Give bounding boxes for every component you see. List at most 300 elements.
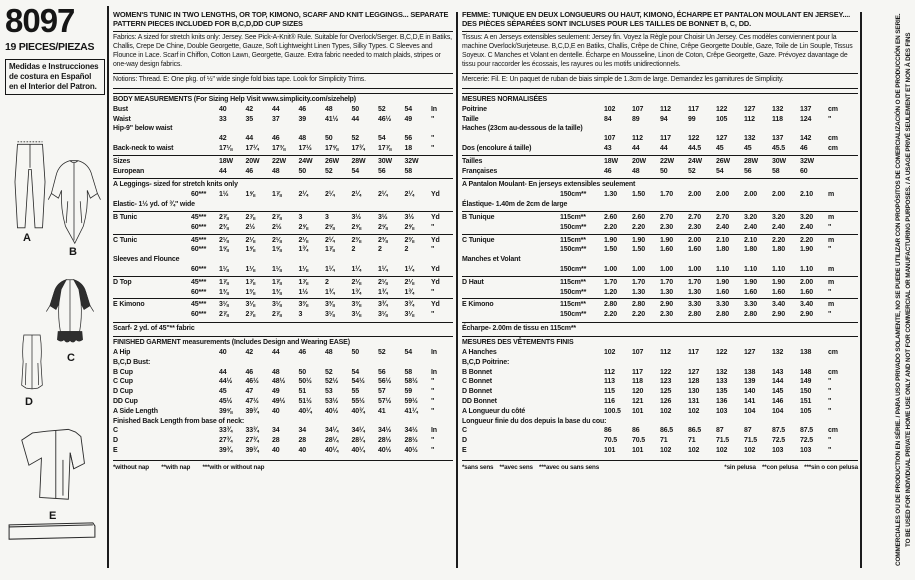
row-label: A Hip [113,348,131,356]
value-cell: 122 [688,135,700,143]
value-cell: 52 [325,167,333,175]
value-cell: 150 [800,388,812,396]
value-cell: 2.30 [688,223,702,231]
value-cell: 2.00 [800,278,814,286]
value-cell: 137 [800,105,812,113]
value-cell: 53 [325,388,333,396]
row-label: C [113,427,118,435]
value-cell: 35 [245,115,253,123]
english-column [113,10,453,471]
value-cell: 46 [272,135,280,143]
unit-cell: Yd [431,191,440,199]
value-cell: 40 [298,446,306,454]
view-label-d: D [25,396,33,408]
value-cell: 102 [744,446,756,454]
value-cell: 2.30 [660,223,674,231]
fabric-width-spec: 150cm** [560,311,587,319]
value-cell: 1½ [219,191,229,199]
value-cell: 2⅞ [219,213,229,221]
value-cell: 50 [298,167,306,175]
unit-cell: " [431,144,435,152]
row-label: DD Bonnet [462,397,497,405]
value-cell: 3⅜ [298,301,308,309]
value-cell: 39 [298,115,306,123]
value-cell: 3.30 [716,301,730,309]
value-cell: 112 [660,105,671,113]
value-cell: 56½ [378,378,392,386]
value-cell: 3.20 [744,213,758,221]
value-cell: 3.20 [800,213,814,221]
row-label: B Bonnet [462,368,492,376]
value-cell: 40 [219,348,227,356]
value-cell: 1.50 [632,191,646,199]
unit-cell: Yd [431,301,440,309]
value-cell: 1⅜ [245,288,255,296]
english-title: WOMEN'S TUNIC IN TWO LENGTHS, OR TOP, KIMONO, SCARF AND KNIT LEGGINGS... SEPARATE PATTERN PIECES INCLUDED FOR B,C,D,DD CUP SIZES [113,10,453,32]
value-cell: 117 [688,348,699,356]
value-cell: 103 [716,407,728,415]
table-group-label: Élastique- 1.40m de 2cm de large [462,201,568,209]
value-cell: 24W [688,157,702,165]
row-label: European [113,167,145,175]
table-row [462,190,858,200]
value-cell: 52 [688,167,696,175]
value-cell: 58 [772,167,780,175]
value-cell: 3.20 [772,213,786,221]
value-cell: 2.00 [688,236,702,244]
fabric-width-spec: 60*** [191,265,207,273]
table-row [462,397,858,407]
value-cell: 42 [245,348,253,356]
table-row [462,348,858,358]
value-cell: 26W [716,157,730,165]
value-cell: 2.10 [800,191,814,199]
value-cell: 54 [716,167,724,175]
value-cell: 34 [272,427,280,435]
value-cell: 30W [378,157,392,165]
value-cell: 48 [272,167,280,175]
value-cell: 1.00 [632,265,646,273]
unit-cell: " [828,246,832,254]
column-divider-right [860,12,862,568]
value-cell: 127 [744,348,756,356]
table-row [462,234,858,246]
table-row [462,134,858,144]
value-cell: 49½ [272,397,286,405]
table-section-heading: MESURES NORMALISÉES [462,93,858,105]
value-cell: 46 [245,167,253,175]
value-cell: 1.60 [660,246,674,254]
value-cell: 151 [800,397,812,405]
value-cell: 46½ [378,115,392,123]
value-cell: 44.5 [688,144,702,152]
value-cell: 44 [272,348,280,356]
value-cell: 37 [272,115,280,123]
row-label: D Haut [462,278,484,286]
unit-cell: " [431,397,435,405]
value-cell: 101 [632,407,644,415]
value-cell: 3⅜ [351,301,361,309]
value-cell: 2⅞ [219,311,229,319]
value-cell: 1¾ [298,246,308,254]
value-cell: 44½ [219,378,233,386]
unit-cell: cm [828,427,838,435]
english-tables [113,93,453,456]
value-cell: 70.5 [604,437,618,445]
value-cell: 104 [744,407,756,415]
copyright-line-2: COMMERCIALES OU DE PRODUCTION EN SÉRIE. / PARA USO PRIVADO SOLAMENTE, NO SE PUEDE UTILIZAR CON PROPÓSITOS DE COMERCIALIZACIÓN O DE PRODUCCIÓN EN SERIE. [894,13,902,567]
table-group-label: Haches (23cm au-dessous de la taille) [462,125,583,133]
value-cell: 1.30 [660,288,674,296]
value-cell: 40½ [404,446,418,454]
value-cell: 27¾ [245,437,259,445]
value-cell: 2 [325,278,329,286]
value-cell: 130 [688,388,700,396]
unit-cell: " [431,246,435,254]
value-cell: 2.90 [800,311,814,319]
row-label: Françaises [462,167,498,175]
value-cell: 86.5 [660,427,674,435]
value-cell: 1⅞ [325,246,335,254]
value-cell: 1⅛ [219,265,229,273]
value-cell: 105 [716,115,728,123]
table-row [113,368,453,378]
unit-cell: " [431,115,435,123]
unit-cell: cm [828,144,838,152]
value-cell: 44 [245,135,253,143]
value-cell: 144 [772,378,784,386]
value-cell: 139 [744,378,756,386]
value-cell: 146 [772,397,784,405]
table-row [462,245,858,255]
value-cell: 56 [404,135,412,143]
value-cell: 26W [325,157,339,165]
value-cell: 99 [688,115,696,123]
value-cell: 87 [744,427,752,435]
value-cell: 1¼ [325,265,335,273]
value-cell: 71 [688,437,696,445]
unit-cell: " [828,407,832,415]
value-cell: 121 [632,397,644,405]
value-cell: 118 [772,115,783,123]
table-row [113,134,453,144]
value-cell: 72.5 [772,437,786,445]
value-cell: 48 [632,167,640,175]
value-cell: 40½ [325,407,339,415]
value-cell: 133 [716,378,728,386]
table-row [113,397,453,407]
value-cell: 125 [660,388,672,396]
unit-cell: cm [828,105,838,113]
value-cell: 1⅞ [298,278,308,286]
value-cell: 49 [272,388,280,396]
value-cell: 43 [604,144,612,152]
value-cell: 1.70 [632,278,646,286]
value-cell: 1.80 [744,246,758,254]
value-cell: 2 [378,246,382,254]
value-cell: 27¾ [219,437,233,445]
value-cell: 117 [660,135,671,143]
pelusa-footnote: *sin pelusa **con pelusa ***sin o con pelusa [724,463,858,471]
value-cell: 3⅛ [378,311,388,319]
value-cell: 44 [660,144,668,152]
value-cell: 128 [688,378,700,386]
value-cell: 117 [688,105,699,113]
view-label-a: A [23,232,31,244]
value-cell: 2.70 [716,213,730,221]
value-cell: 56 [378,167,386,175]
value-cell: 122 [716,348,728,356]
value-cell: 1.10 [716,265,730,273]
value-cell: 2¼ [325,191,335,199]
value-cell: 41¼ [404,407,418,415]
value-cell: 59 [404,388,412,396]
unit-cell: Yd [431,213,440,221]
table-section-heading: FINISHED GARMENT measurements (Includes Design and Wearing EASE) [113,336,453,348]
english-footnotes [113,460,453,471]
value-cell: 45.5 [772,144,786,152]
value-cell: 2.70 [688,213,702,221]
value-cell: 2.40 [744,223,758,231]
value-cell: 34½ [378,427,392,435]
unit-cell: m [828,301,835,309]
table-row [462,105,858,115]
value-cell: 2⅛ [272,236,282,244]
table-group-label: Longueur finie du dos depuis la base du cou: [462,417,607,425]
value-cell: 1¼ [404,265,414,273]
value-cell: 50 [325,135,333,143]
value-cell: 1.50 [632,246,646,254]
value-cell: 102 [660,446,672,454]
fabric-width-spec: 60*** [191,311,207,319]
value-cell: 136 [716,397,728,405]
value-cell: 127 [744,105,756,113]
fabric-width-spec: 150cm** [560,246,587,254]
value-cell: 2.60 [632,213,646,221]
value-cell: 45½ [219,397,233,405]
value-cell: 1.90 [744,278,758,286]
value-cell: 39¾ [245,407,259,415]
value-cell: 142 [800,135,812,143]
value-cell: 102 [604,348,616,356]
value-cell: 50 [660,167,668,175]
value-cell: 2.10 [716,236,730,244]
value-cell: 2⅛ [245,236,255,244]
value-cell: 1.00 [688,265,702,273]
unit-cell: m [828,236,835,244]
value-cell: 71.5 [716,437,730,445]
value-cell: 3⅛ [245,301,255,309]
value-cell: 40¼ [325,446,339,454]
value-cell: 18W [604,157,618,165]
value-cell: 2¼ [404,191,414,199]
value-cell: 2¼ [378,191,388,199]
value-cell: 40¼ [298,407,312,415]
value-cell: 55 [351,388,359,396]
value-cell: 57½ [378,397,392,405]
unit-cell: " [828,397,832,405]
row-label: C Tunique [462,236,495,244]
value-cell: 3⅜ [325,301,335,309]
table-row [113,155,453,167]
unit-cell: Yd [431,265,440,273]
value-cell: 46 [604,167,612,175]
value-cell: 2⅝ [325,223,335,231]
value-cell: 2⅝ [378,223,388,231]
unit-cell: In [431,348,437,356]
value-cell: 33¾ [245,427,259,435]
row-label: B Cup [113,368,133,376]
fabric-width-spec: 115cm** [560,236,586,244]
value-cell: 1⅞ [245,278,255,286]
value-cell: 1.30 [604,191,618,199]
value-cell: 107 [632,105,644,113]
value-cell: 2.80 [688,311,702,319]
value-cell: 86.5 [688,427,702,435]
value-cell: 71.5 [744,437,758,445]
value-cell: 1.90 [772,278,786,286]
table-row [113,105,453,115]
row-label: Bust [113,105,128,113]
view-label-b: B [69,246,77,258]
value-cell: 1¾ [325,288,335,296]
value-cell: 2.90 [772,311,786,319]
value-cell: 71 [660,437,668,445]
table-row [462,310,858,320]
value-cell: 50½ [298,378,312,386]
unit-cell: Yd [431,236,440,244]
table-group-label: Manches et Volant [462,256,521,264]
value-cell: 87.5 [772,427,786,435]
value-cell: 2⅛ [298,236,308,244]
value-cell: 1.60 [772,288,786,296]
value-cell: 52 [378,105,386,113]
value-cell: 48 [325,348,333,356]
value-cell: 17⅞ [378,144,392,152]
value-cell: 46½ [245,378,259,386]
unit-cell: " [431,378,435,386]
value-cell: 34¼ [325,427,339,435]
value-cell: 2⅝ [351,223,361,231]
unit-cell: m [828,278,835,286]
value-cell: 87 [716,427,724,435]
value-cell: 45 [716,144,724,152]
value-cell: 124 [800,115,812,123]
value-cell: 107 [632,348,644,356]
value-cell: 28W [744,157,758,165]
unit-cell: cm [828,368,838,376]
value-cell: 20W [245,157,260,165]
fabric-width-spec: 150cm** [560,223,587,231]
value-cell: 39⅝ [219,407,233,415]
value-cell: 1.10 [800,265,814,273]
value-cell: 44 [219,368,227,376]
value-cell: 86 [632,427,640,435]
value-cell: 3¾ [404,301,414,309]
value-cell: 100.5 [604,407,621,415]
value-cell: 28 [298,437,306,445]
french-fabrics-paragraph: Tissus: A en Jerseys extensibles seulement: Jersey fin. Voyez la Règle pour Choisir Un Jersey. Ces modèles conviennent pour la machine Overlock/Surjeteuse. B,C,D,E en Batiks, Challis, Crêpe de Chine, Crêpe Georgette Double, Gaze, Toile de Lin Souple, Tissus Soyeux. C Manches et Volant en dentelle. Écharpe en Mousseline, Linon de Coton, Crêpe Georgette, Gaze. Prévoyez davantage de tissu pour raccorder les écossais, les rayures ou les motifs unidirectionnels. [462,33,853,68]
column-divider-left [107,6,109,568]
value-cell: 2¼ [298,191,308,199]
fabric-width-spec: 45*** [191,301,207,309]
value-cell: 122 [660,368,672,376]
unit-cell: " [431,407,435,415]
table-group-label: B,C,D Bust: [113,358,151,366]
value-cell: 2.20 [632,311,646,319]
value-cell: 41½ [325,115,339,123]
value-cell: 52 [378,348,386,356]
value-cell: 3½ [351,213,361,221]
pattern-number: 8097 [5,2,75,39]
value-cell: 33¾ [219,427,233,435]
value-cell: 3⅛ [219,301,229,309]
value-cell: 101 [632,446,644,454]
row-label: DD Cup [113,397,138,405]
value-cell: 3⅛ [404,311,414,319]
value-cell: 45 [219,388,227,396]
value-cell: 2.90 [660,301,674,309]
value-cell: 46 [298,105,306,113]
row-label: D Cup [113,388,133,396]
table-row [462,377,858,387]
value-cell: 60 [800,167,808,175]
value-cell: 1.60 [800,288,814,296]
fabric-width-spec: 150cm** [560,265,587,273]
table-row [113,234,453,246]
value-cell: 42 [245,105,253,113]
value-cell: 59½ [404,397,418,405]
value-cell: 20W [632,157,646,165]
value-cell: 3¾ [378,301,388,309]
value-cell: 117 [632,368,643,376]
table-row [462,407,858,417]
fabric-width-spec: 60*** [191,246,207,254]
value-cell: 28W [351,157,366,165]
value-cell: 118 [632,378,643,386]
value-cell: 18 [404,144,412,152]
value-cell: 3 [325,213,329,221]
table-section-heading: Scarf- 2 yd. of 45"** fabric [113,322,453,334]
value-cell: 2.00 [744,191,758,199]
value-cell: 34¼ [351,427,365,435]
table-row [462,167,858,177]
value-cell: 52 [325,368,333,376]
value-cell: 24W [298,157,313,165]
value-cell: 3½ [404,213,414,221]
value-cell: 58 [404,167,412,175]
value-cell: 3.30 [744,301,758,309]
value-cell: 2.00 [716,191,730,199]
garment-sketch-tunic-b [41,156,107,253]
value-cell: 2⅜ [404,236,414,244]
value-cell: 54 [351,368,359,376]
unit-cell: " [828,288,832,296]
unit-cell: " [828,446,832,454]
value-cell: 58 [404,368,412,376]
table-group-label: Sleeves and Flounce [113,256,180,264]
value-cell: 39¾ [219,446,233,454]
table-row [462,288,858,298]
value-cell: 2.20 [800,236,814,244]
value-cell: 52½ [325,378,339,386]
column-divider-middle [456,12,458,568]
value-cell: 40¾ [351,407,365,415]
value-cell: 34½ [404,427,418,435]
table-section-heading: A Pantalon Moulant- En jerseys extensibles seulement [462,178,858,190]
value-cell: 2⅞ [272,213,282,221]
value-cell: 58½ [404,378,418,386]
